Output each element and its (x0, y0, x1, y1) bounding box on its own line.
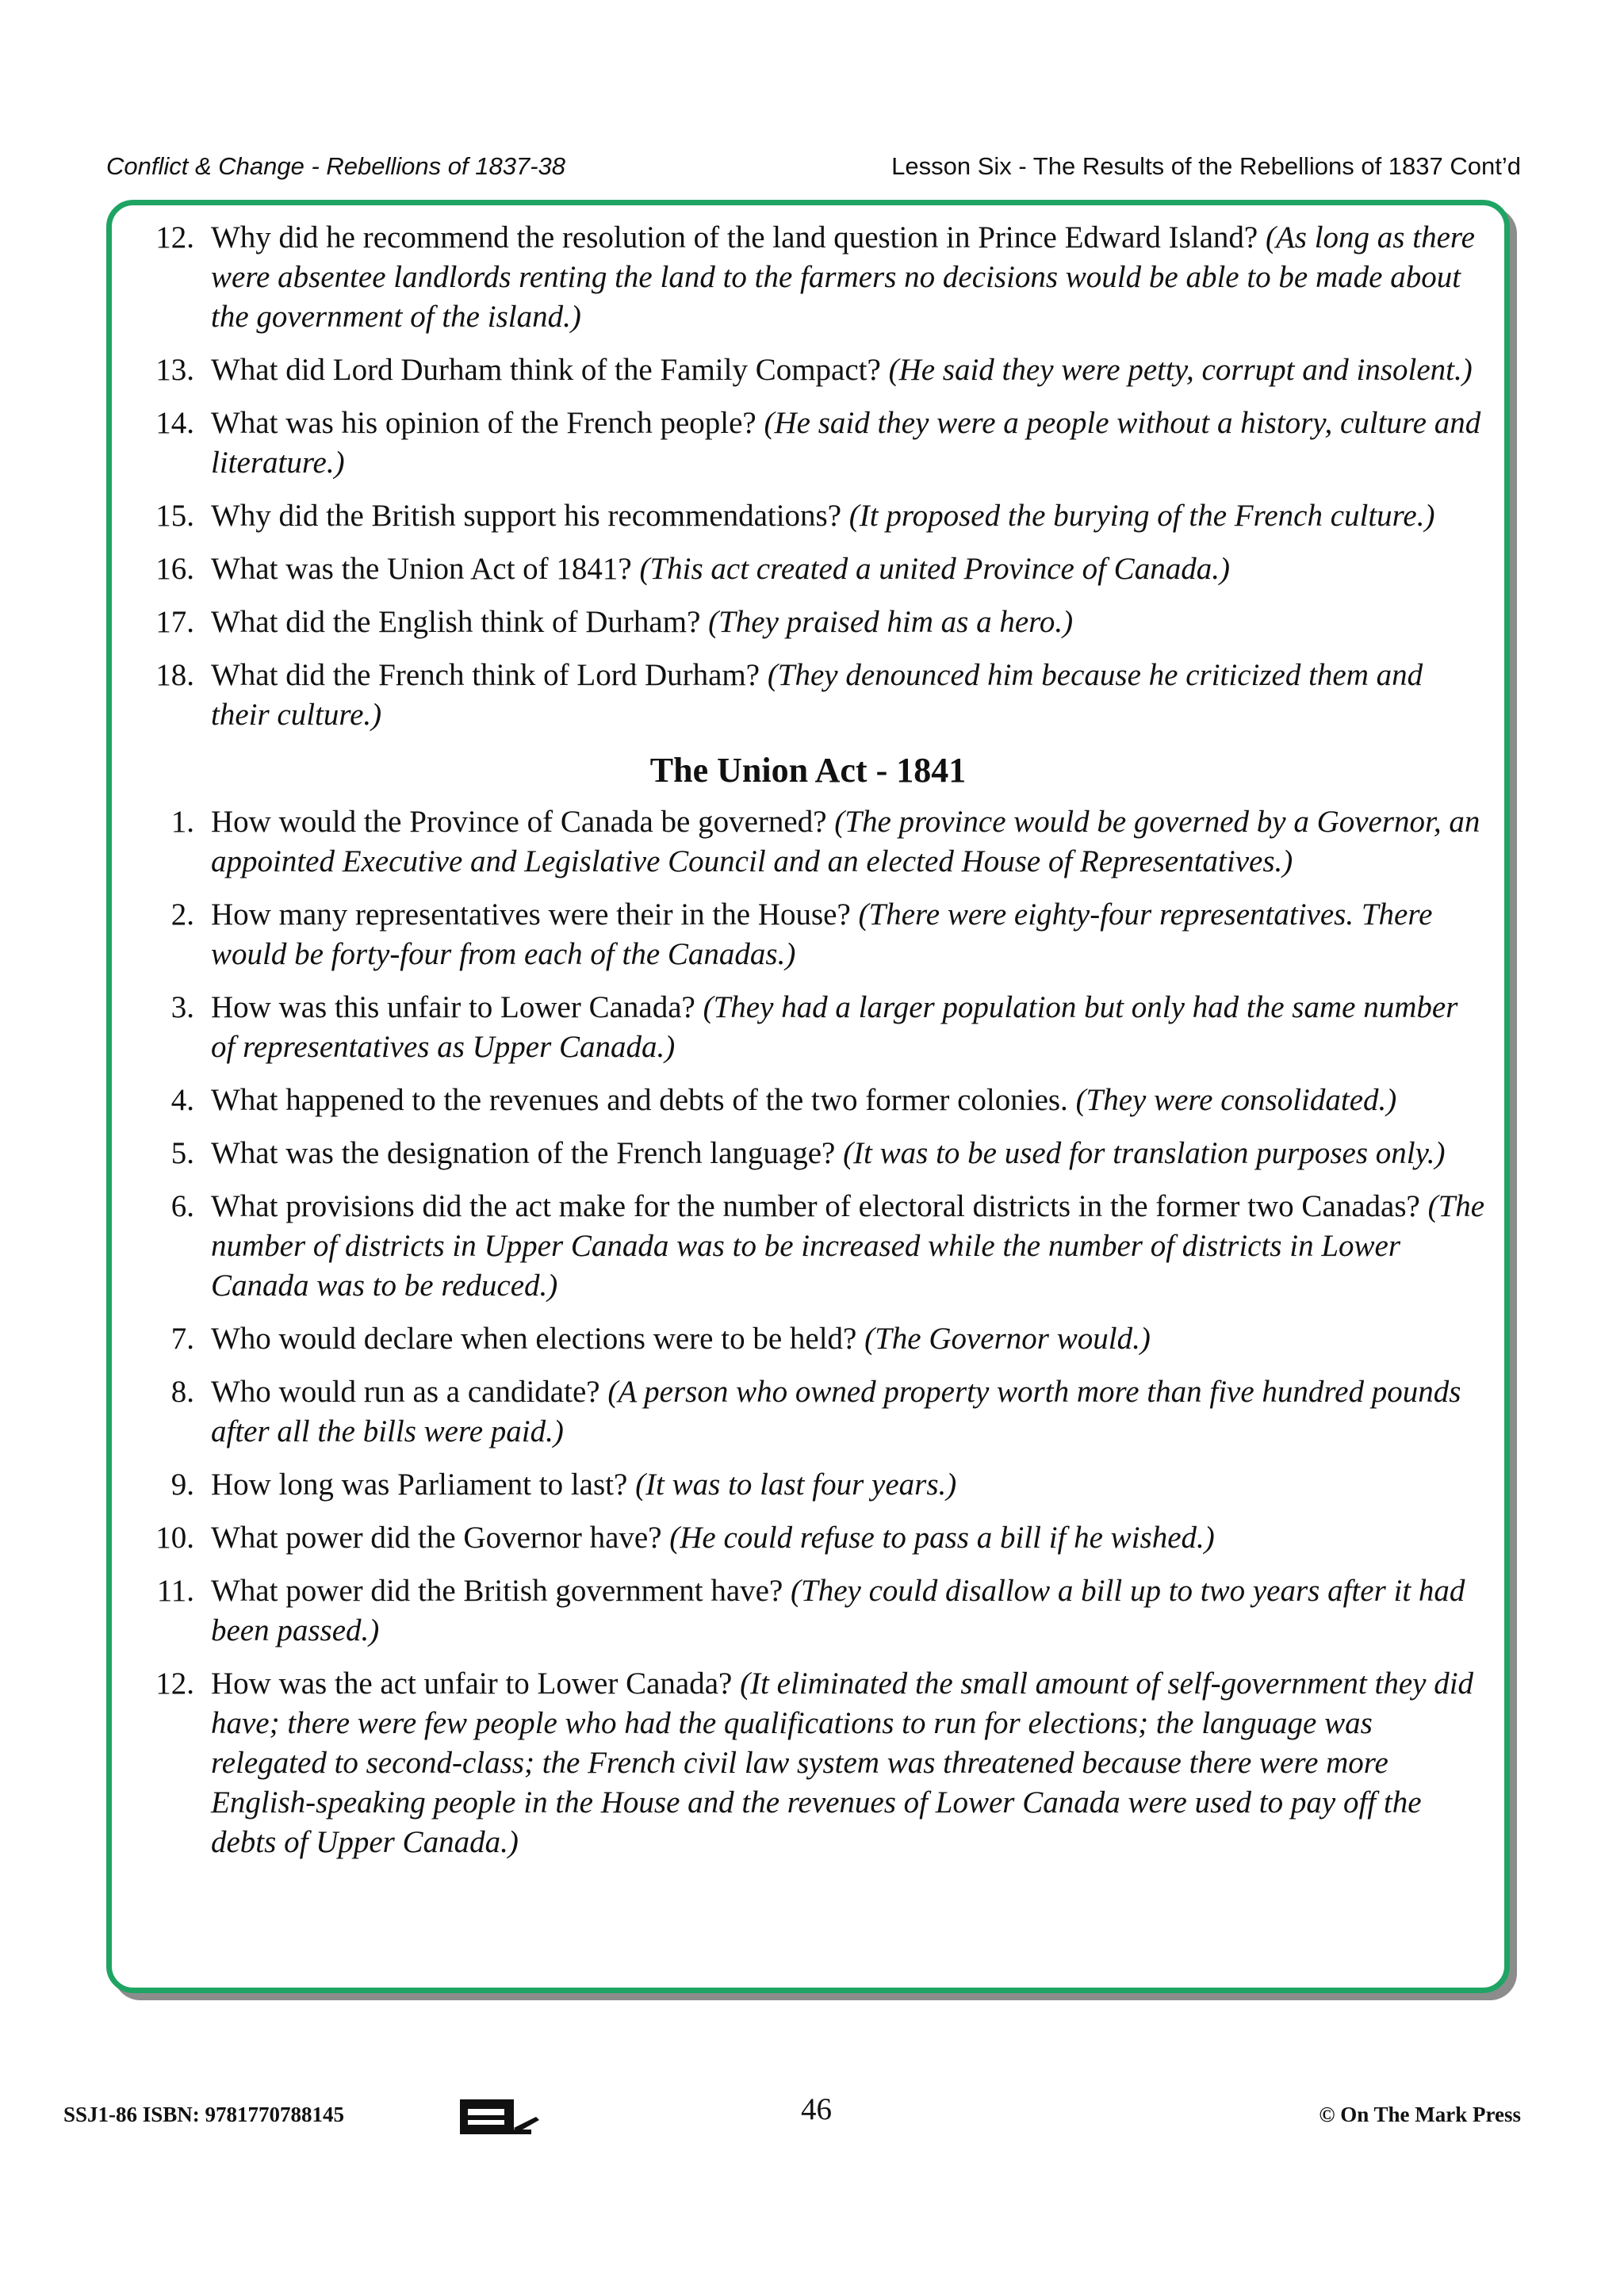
question-text: What did Lord Durham think of the Family Compact? (211, 353, 889, 387)
page-number: 46 (801, 2092, 832, 2126)
answer-text: (They could disallow a bill up to two years after it had been passed.) (211, 1574, 1465, 1647)
question-number: 3. (170, 990, 194, 1024)
answer-text: (The Governor would.) (864, 1322, 1151, 1356)
question-number: 12. (155, 220, 194, 254)
header-book-title: Conflict & Change - Rebellions of 1837-38 (106, 152, 566, 180)
question-number: 7. (170, 1322, 194, 1356)
page-header (106, 152, 1521, 190)
question-text: How would the Province of Canada be governed? (211, 805, 835, 839)
answer-text: (The province would be governed by a Governor, an appointed Executive and Legislative Council and an elected House of Representatives.) (211, 805, 1480, 878)
question-number: 5. (170, 1136, 194, 1170)
question-number: 16. (155, 552, 194, 586)
question-text: What provisions did the act make for the number of electoral districts in the former two Canadas? (211, 1189, 1428, 1223)
question-text: Who would run as a candidate? (211, 1375, 608, 1409)
question-text: How many representatives were their in the House? (211, 897, 859, 932)
on-the-mark-press-logo-icon (457, 2093, 552, 2143)
answer-text: (It proposed the burying of the French culture.) (848, 499, 1435, 533)
page-footer (63, 2091, 1521, 2139)
question-item (128, 895, 1488, 974)
answer-text: (A person who owned property worth more than five hundred pounds after all the bills were paid.) (211, 1375, 1461, 1448)
question-text: How was the act unfair to Lower Canada? (211, 1667, 741, 1701)
question-text: Who would declare when elections were to be held? (211, 1322, 865, 1356)
question-number: 1. (170, 805, 194, 839)
question-item (128, 1081, 1488, 1120)
answer-key-content (128, 218, 1488, 1876)
question-text: Why did he recommend the resolution of the land question in Prince Edward Island? (211, 220, 1266, 254)
question-item (128, 404, 1488, 483)
question-item (128, 1319, 1488, 1359)
footer-isbn: SSJ1-86 ISBN: 9781770788145 (63, 2103, 345, 2126)
answer-text: (As long as there were absentee landlords renting the land to the farmers no decisions would be able to be made about the government of the island.) (211, 220, 1475, 334)
answer-text: (He said they were petty, corrupt and insolent.) (888, 353, 1473, 387)
answer-text: (They were consolidated.) (1075, 1083, 1397, 1117)
question-number: 14. (155, 406, 194, 440)
question-text: What was his opinion of the French people? (211, 406, 764, 440)
answer-text: (He said they were a people without a history, culture and literature.) (211, 406, 1481, 480)
answer-text: (They praised him as a hero.) (708, 605, 1074, 639)
answer-text: (The number of districts in Upper Canada was to be increased while the number of districts in Lower Canada was to be reduced.) (211, 1189, 1485, 1303)
question-text: What was the Union Act of 1841? (211, 552, 640, 586)
answer-text: (It was to be used for translation purposes only.) (843, 1136, 1446, 1170)
question-text: What did the English think of Durham? (211, 605, 709, 639)
answer-text: (There were eighty-four representatives. There would be forty-four from each of the Canadas.) (211, 897, 1433, 971)
answer-text: (They denounced him because he criticized them and their culture.) (211, 658, 1423, 732)
question-item (128, 1465, 1488, 1505)
question-number: 10. (155, 1521, 194, 1555)
question-number: 2. (170, 897, 194, 932)
question-number: 18. (155, 658, 194, 692)
question-text: What was the designation of the French language? (211, 1136, 844, 1170)
question-item (128, 988, 1488, 1067)
question-item (128, 350, 1488, 390)
question-item (128, 1518, 1488, 1558)
question-number: 4. (170, 1083, 194, 1117)
section-heading: The Union Act - 1841 (649, 751, 967, 790)
question-number: 8. (170, 1375, 194, 1409)
question-number: 17. (155, 605, 194, 639)
question-number: 12. (155, 1667, 194, 1701)
question-number: 15. (155, 499, 194, 533)
question-item (128, 1571, 1488, 1651)
question-number: 9. (170, 1468, 194, 1502)
answer-text: (This act created a united Province of Canada.) (639, 552, 1230, 586)
question-text: What happened to the revenues and debts of the two former colonies. (211, 1083, 1076, 1117)
question-text: Why did the British support his recommendations? (211, 499, 849, 533)
answer-text: (He could refuse to pass a bill if he wished.) (669, 1521, 1215, 1555)
header-lesson-title: Lesson Six - The Results of the Rebellions of 1837 Cont’d (891, 152, 1521, 180)
question-text: How long was Parliament to last? (211, 1468, 636, 1502)
question-item (128, 802, 1488, 882)
question-item (128, 1372, 1488, 1452)
answer-text: (They had a larger population but only had the same number of representatives as Upper Canada.) (211, 990, 1458, 1064)
question-number: 11. (156, 1574, 194, 1608)
question-text: What power did the British government have? (211, 1574, 791, 1608)
answer-key-frame (106, 200, 1510, 1993)
question-text: How was this unfair to Lower Canada? (211, 990, 703, 1024)
question-item (128, 1664, 1488, 1862)
question-number: 6. (170, 1189, 194, 1223)
question-item (128, 1187, 1488, 1306)
question-item (128, 603, 1488, 642)
question-item (128, 656, 1488, 735)
question-number: 13. (155, 353, 194, 387)
question-item (128, 1134, 1488, 1173)
question-item (128, 496, 1488, 536)
question-text: What did the French think of Lord Durham? (211, 658, 768, 692)
answer-text: (It eliminated the small amount of self-government they did have; there were few people who had the qualifications to run for elections; the language was relegated to second-class; the French civil law system was threatened because there were more English-speaking people in the House and the revenues of Lower Canada were used to pay off the debts of Upper Canada.) (211, 1667, 1474, 1859)
question-text: What power did the Governor have? (211, 1521, 670, 1555)
question-item (128, 218, 1488, 337)
footer-copyright: © On The Mark Press (1319, 2103, 1521, 2126)
answer-text: (It was to last four years.) (635, 1468, 957, 1502)
question-item (128, 549, 1488, 589)
